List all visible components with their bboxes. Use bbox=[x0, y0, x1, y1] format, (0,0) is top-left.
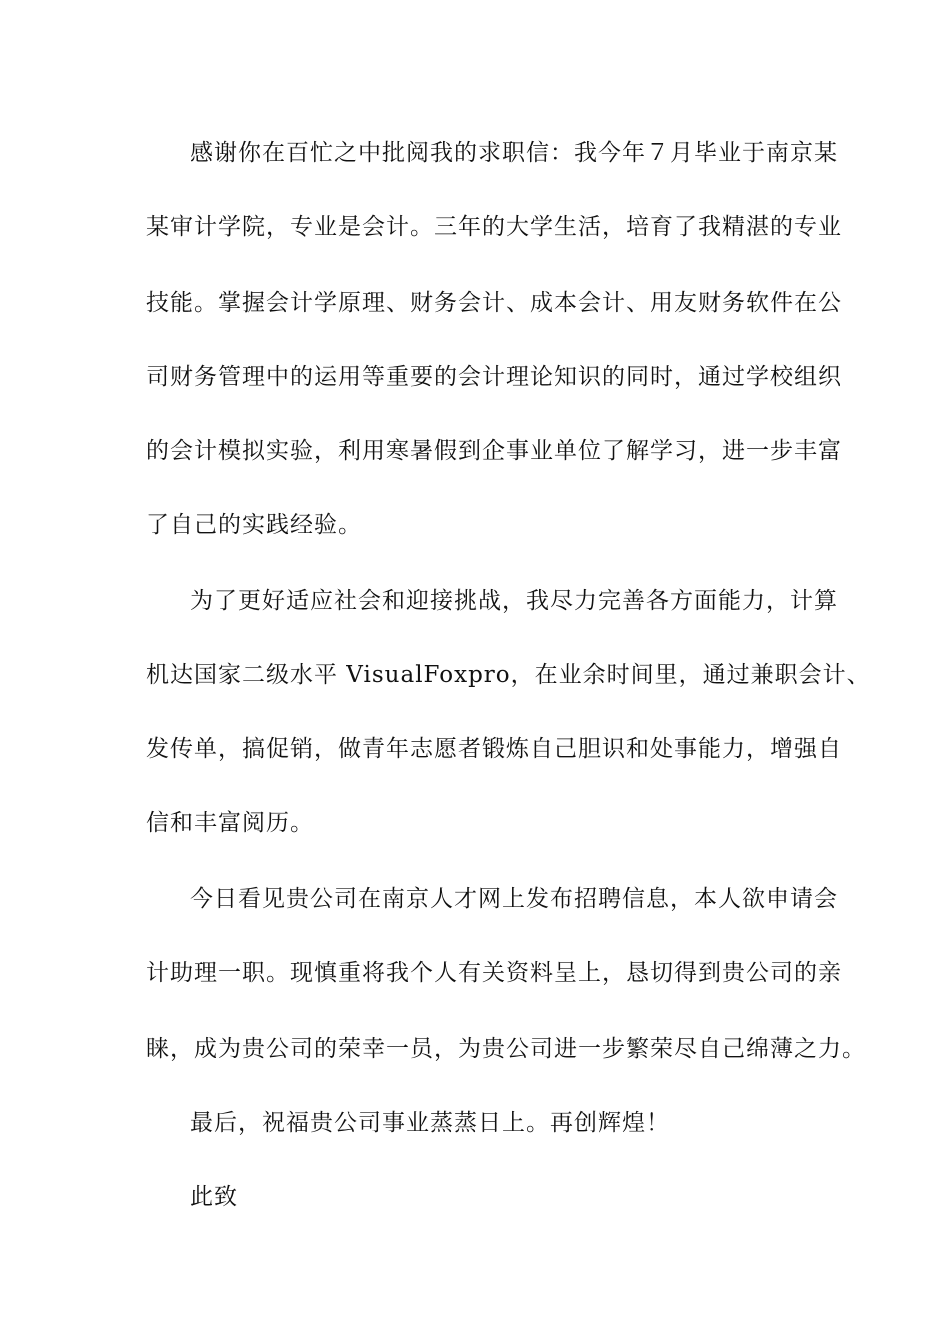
paragraph-1-line-6: 了自己的实践经验。 bbox=[146, 512, 362, 538]
paragraph-2-line-1: 为了更好适应社会和迎接挑战，我尽力完善各方面能力，计算 bbox=[190, 588, 838, 614]
paragraph-3-line-1: 今日看见贵公司在南京人才网上发布招聘信息，本人欲申请会 bbox=[190, 886, 838, 912]
paragraph-3-line-2: 计助理一职。现慎重将我个人有关资料呈上，恳切得到贵公司的亲 bbox=[146, 960, 842, 986]
paragraph-1-line-4: 司财务管理中的运用等重要的会计理论知识的同时，通过学校组织 bbox=[146, 364, 842, 390]
paragraph-1-line-2: 某审计学院，专业是会计。三年的大学生活，培育了我精湛的专业 bbox=[146, 214, 842, 240]
paragraph-1-line-3: 技能。掌握会计学原理、财务会计、成本会计、用友财务软件在公 bbox=[146, 290, 842, 316]
paragraph-2-line-4: 信和丰富阅历。 bbox=[146, 810, 314, 836]
closing-wish: 最后，祝福贵公司事业蒸蒸日上。再创辉煌！ bbox=[190, 1110, 670, 1136]
paragraph-1-line-1: 感谢你在百忙之中批阅我的求职信：我今年７月毕业于南京某 bbox=[190, 140, 838, 166]
paragraph-2-line-3: 发传单，搞促销，做青年志愿者锻炼自己胆识和处事能力，增强自 bbox=[146, 736, 842, 762]
paragraph-2-line-2: 机达国家二级水平 VisualFoxpro，在业余时间里，通过兼职会计、 bbox=[146, 662, 871, 688]
paragraph-3-line-3: 睐，成为贵公司的荣幸一员，为贵公司进一步繁荣尽自己绵薄之力。 bbox=[146, 1036, 866, 1062]
paragraph-1-line-5: 的会计模拟实验，利用寒暑假到企事业单位了解学习，进一步丰富 bbox=[146, 438, 842, 464]
salutation-cizhi: 此致 bbox=[190, 1184, 238, 1210]
